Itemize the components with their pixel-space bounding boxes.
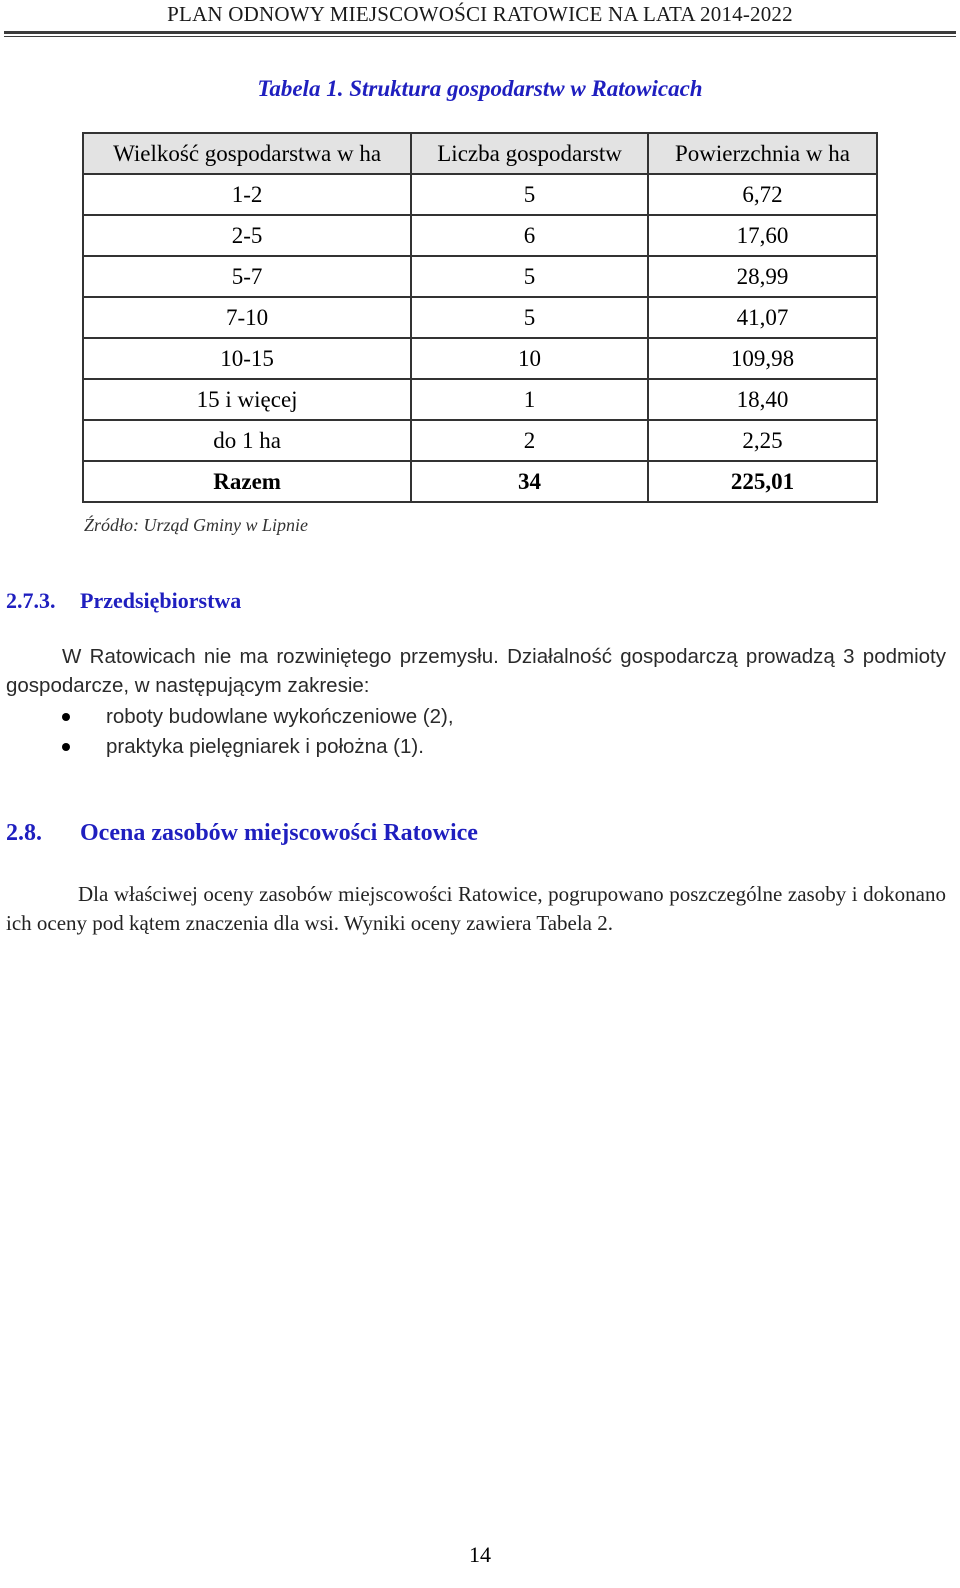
- bullet-icon: [62, 713, 70, 721]
- table-total-row: [83, 461, 877, 502]
- cell-area: 41,07: [648, 297, 877, 338]
- header-rule: [4, 31, 956, 34]
- cell-count: 2: [411, 420, 648, 461]
- section-number: 2.8.: [6, 820, 42, 846]
- cell-count: 10: [411, 338, 648, 379]
- list-item-text: praktyka pielęgniarek i położna (1).: [106, 735, 424, 758]
- cell-count: 5: [411, 174, 648, 215]
- list-item: [6, 702, 454, 732]
- table-source-note: Źródło: Urząd Gminy w Lipnie: [84, 515, 309, 535]
- farm-structure-table: [82, 132, 878, 503]
- cell-count: 6: [411, 215, 648, 256]
- cell-area: 28,99: [648, 256, 877, 297]
- column-header-area: Powierzchnia w ha: [648, 133, 877, 174]
- table-row: [83, 297, 877, 338]
- cell-area: 18,40: [648, 379, 877, 420]
- cell-size: 7-10: [83, 297, 411, 338]
- list-item-text: roboty budowlane wykończeniowe (2),: [106, 705, 454, 728]
- cell-area: 17,60: [648, 215, 877, 256]
- table-row: [83, 215, 877, 256]
- cell-area: 2,25: [648, 420, 877, 461]
- table-header-row: [83, 133, 877, 174]
- total-area: 225,01: [648, 461, 877, 502]
- cell-count: 5: [411, 256, 648, 297]
- section-number: 2.7.3.: [6, 588, 56, 613]
- cell-size: 2-5: [83, 215, 411, 256]
- bullet-icon: [62, 743, 70, 751]
- activity-list: [6, 702, 454, 762]
- table-row: [83, 420, 877, 461]
- resources-paragraph: [6, 880, 946, 938]
- cell-size: do 1 ha: [83, 420, 411, 461]
- list-item: [6, 732, 454, 762]
- cell-count: 5: [411, 297, 648, 338]
- cell-size: 15 i więcej: [83, 379, 411, 420]
- page-number: 14: [469, 1542, 491, 1567]
- paragraph-text: W Ratowicach nie ma rozwiniętego przemysłu. Działalność gospodarczą prowadzą 3 podmioty gospodarcze, w następującym zakresie:: [6, 645, 946, 697]
- cell-size: 10-15: [83, 338, 411, 379]
- section-heading-resources: [6, 820, 478, 847]
- section-title: Ocena zasobów miejscowości Ratowice: [80, 820, 478, 846]
- enterprises-paragraph: [6, 642, 946, 700]
- section-title: Przedsiębiorstwa: [80, 588, 242, 613]
- total-label: Razem: [83, 461, 411, 502]
- table-caption: Tabela 1. Struktura gospodarstw w Ratowicach: [257, 76, 703, 101]
- cell-size: 1-2: [83, 174, 411, 215]
- column-header-size: Wielkość gospodarstwa w ha: [83, 133, 411, 174]
- table-row: [83, 379, 877, 420]
- table-row: [83, 174, 877, 215]
- cell-area: 109,98: [648, 338, 877, 379]
- table-row: [83, 338, 877, 379]
- total-count: 34: [411, 461, 648, 502]
- cell-size: 5-7: [83, 256, 411, 297]
- paragraph-text: Dla właściwej oceny zasobów miejscowości Ratowice, pogrupowano poszczególne zasoby i dokonano ich oceny pod kątem znaczenia dla wsi. Wyniki oceny zawiera Tabela 2.: [6, 882, 946, 935]
- header-rule-thin: [4, 36, 956, 37]
- page-header-title: PLAN ODNOWY MIEJSCOWOŚCI RATOWICE NA LATA 2014-2022: [167, 2, 793, 26]
- column-header-count: Liczba gospodarstw: [411, 133, 648, 174]
- cell-area: 6,72: [648, 174, 877, 215]
- cell-count: 1: [411, 379, 648, 420]
- table-row: [83, 256, 877, 297]
- section-heading-enterprises: [6, 588, 241, 614]
